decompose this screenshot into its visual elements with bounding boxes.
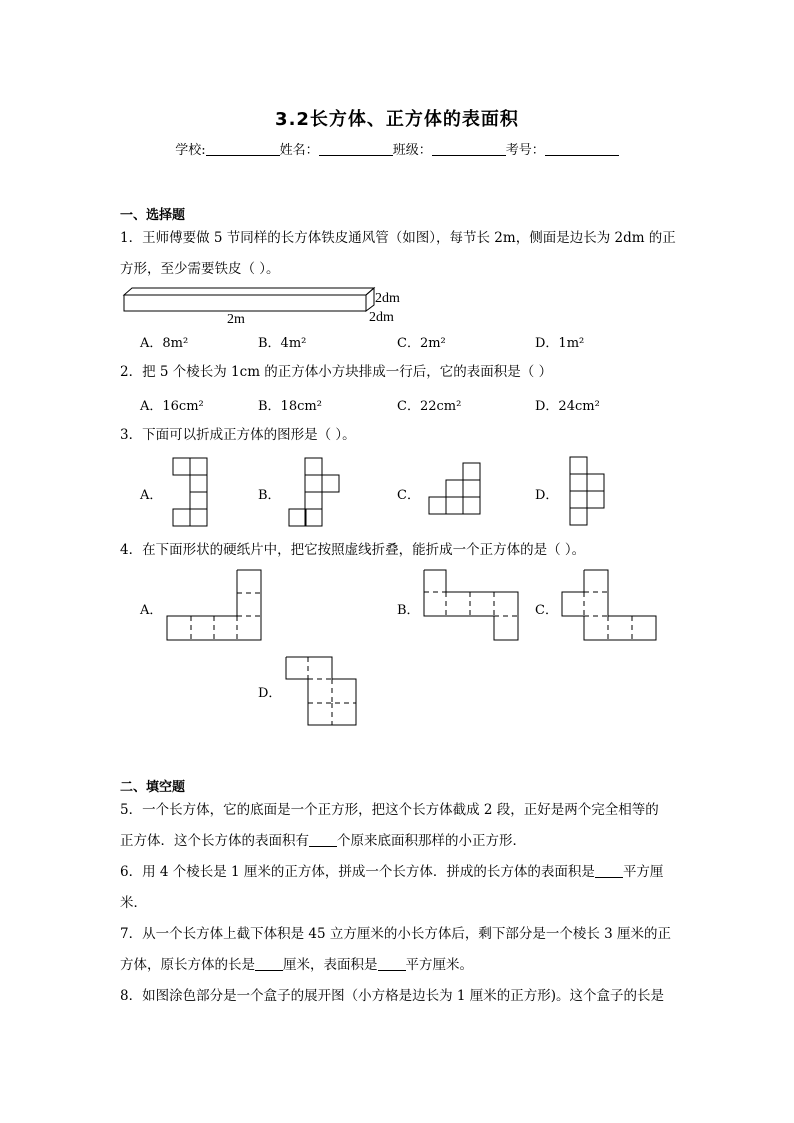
q5-text-part2: 个原来底面积那样的小正方形． bbox=[337, 833, 526, 849]
q1-option-c[interactable]: C．2m² bbox=[397, 336, 446, 351]
q6-answer-blank[interactable] bbox=[595, 865, 623, 878]
number-label: 考号： bbox=[505, 143, 545, 158]
q1-duct-figure bbox=[118, 283, 418, 327]
q7-text-part2: 厘米，表面积是 bbox=[283, 957, 378, 973]
q6-text-line2: 米． bbox=[120, 895, 147, 911]
q3-option-d[interactable]: D． bbox=[535, 488, 559, 503]
label-depth: 2dm bbox=[369, 310, 394, 325]
q3-net-b bbox=[288, 457, 343, 527]
q4-net-d bbox=[284, 655, 360, 727]
q5-answer-blank[interactable] bbox=[309, 834, 337, 847]
q2-option-d[interactable]: D．24cm² bbox=[535, 399, 600, 414]
q6-text-part1: 6．用 4 个棱长是 1 厘米的正方体，拼成一个长方体．拼成的长方体的表面积是 bbox=[120, 864, 595, 880]
name-blank[interactable] bbox=[319, 143, 393, 156]
duct-top-face bbox=[124, 288, 374, 295]
q5-text-line1: 5．一个长方体，它的底面是一个正方形，把这个长方体截成 2 段，正好是两个完全相等的 bbox=[120, 802, 659, 818]
duct-side-face bbox=[366, 288, 374, 311]
number-blank[interactable] bbox=[545, 143, 619, 156]
q7-area-blank[interactable] bbox=[378, 958, 406, 971]
q7-text-part1: 方体，原长方体的长是 bbox=[120, 957, 255, 973]
section-heading-choice: 一、选择题 bbox=[120, 208, 186, 223]
page-title: 3.2长方体、正方体的表面积 bbox=[275, 109, 519, 130]
q5-text-line2 bbox=[120, 831, 526, 851]
q6-text-part2: 平方厘 bbox=[622, 864, 664, 880]
q3-net-d bbox=[568, 456, 608, 526]
school-blank[interactable] bbox=[206, 143, 280, 156]
q4-net-a bbox=[165, 568, 265, 642]
class-label: 班级： bbox=[392, 143, 432, 158]
q2-option-a[interactable]: A．16cm² bbox=[140, 399, 204, 414]
q4-option-c[interactable]: C． bbox=[535, 603, 558, 618]
section-heading-fill: 二、填空题 bbox=[120, 780, 186, 795]
q4-net-b bbox=[422, 568, 522, 642]
q3-text-line1: 3．下面可以折成正方体的图形是（ ）。 bbox=[120, 427, 356, 443]
q1-text-line1: 1．王师傅要做 5 节同样的长方体铁皮通风管（如图），每节长 2m，侧面是边长为 2dm 的正 bbox=[120, 230, 676, 246]
name-label: 姓名： bbox=[279, 143, 319, 158]
q4-net-c bbox=[560, 568, 660, 642]
q7-text-line2 bbox=[120, 955, 473, 975]
label-height: 2dm bbox=[375, 291, 400, 306]
student-info-line bbox=[0, 139, 794, 158]
q4-text-line1: 4．在下面形状的硬纸片中，把它按照虚线折叠，能折成一个正方体的是（ ）。 bbox=[120, 542, 586, 558]
class-blank[interactable] bbox=[432, 143, 506, 156]
q3-net-a bbox=[170, 457, 210, 527]
q3-option-b[interactable]: B． bbox=[258, 488, 281, 503]
school-label: 学校: bbox=[175, 143, 206, 158]
q7-length-blank[interactable] bbox=[255, 958, 283, 971]
q1-option-b[interactable]: B．4m² bbox=[258, 336, 307, 351]
q7-text-part3: 平方厘米。 bbox=[405, 957, 473, 973]
q5-text-part1: 正方体．这个长方体的表面积有 bbox=[120, 833, 309, 849]
q4-option-b[interactable]: B． bbox=[397, 603, 420, 618]
q3-option-a[interactable]: A． bbox=[140, 488, 163, 503]
q2-text-line1: 2．把 5 个棱长为 1cm 的正方体小方块排成一行后，它的表面积是（ ） bbox=[120, 364, 553, 380]
q7-text-line1: 7．从一个长方体上截下体积是 45 立方厘米的小长方体后，剩下部分是一个棱长 3 厘米的正 bbox=[120, 926, 672, 942]
q1-option-a[interactable]: A．8m² bbox=[140, 336, 189, 351]
q3-option-c[interactable]: C． bbox=[397, 488, 420, 503]
q1-text-line2: 方形，至少需要铁皮（ ）。 bbox=[120, 261, 280, 277]
q1-option-d[interactable]: D．1m² bbox=[535, 336, 585, 351]
q8-text-line1: 8．如图涂色部分是一个盒子的展开图（小方格是边长为 1 厘米的正方形)。这个盒子的长是 bbox=[120, 988, 665, 1004]
q2-option-c[interactable]: C．22cm² bbox=[397, 399, 462, 414]
q4-option-a[interactable]: A． bbox=[140, 603, 163, 618]
label-length: 2m bbox=[227, 312, 245, 327]
duct-front-face bbox=[124, 295, 366, 311]
q3-net-c bbox=[426, 462, 486, 518]
q4-option-d[interactable]: D． bbox=[258, 686, 282, 701]
q6-text-line1 bbox=[120, 862, 663, 882]
q2-option-b[interactable]: B．18cm² bbox=[258, 399, 322, 414]
